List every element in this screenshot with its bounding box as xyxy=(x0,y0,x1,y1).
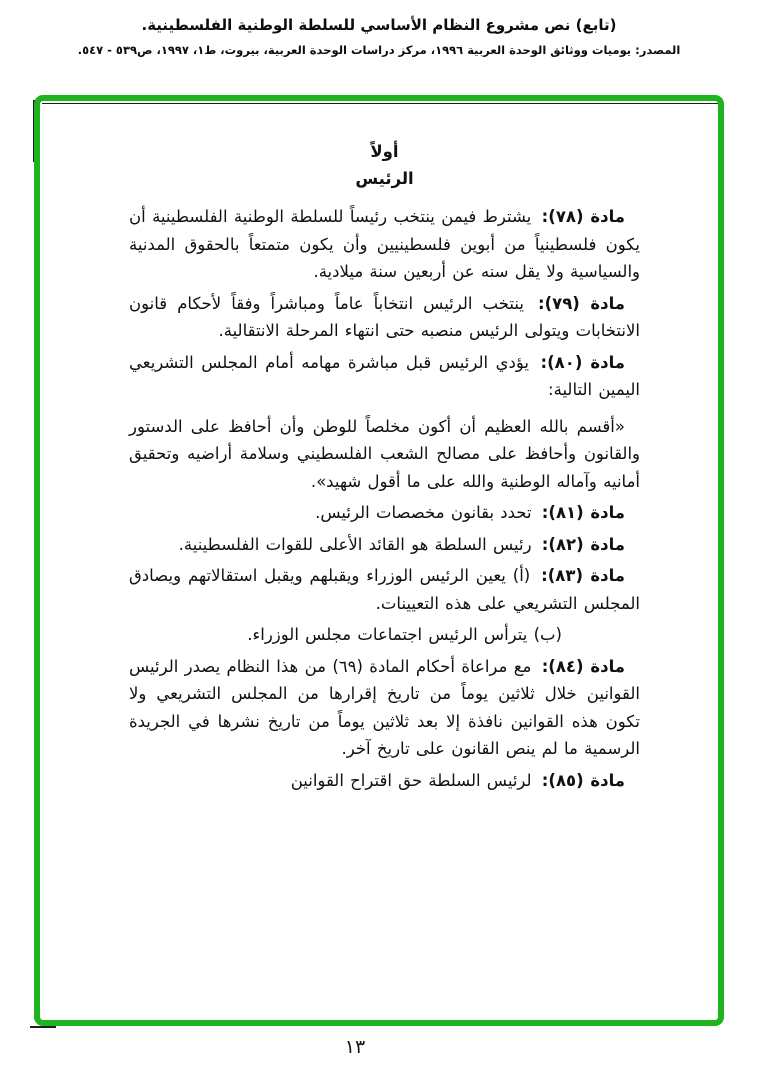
article-label: مادة (٨١): xyxy=(541,503,625,522)
article-subitem: (ب) يترأس الرئيس اجتماعات مجلس الوزراء. xyxy=(247,625,562,644)
article-label: مادة (٨٥): xyxy=(541,770,625,790)
document-title: (تابع) نص مشروع النظام الأساسي للسلطة الوطنية الفلسطينية. xyxy=(141,16,617,34)
scan-frame-line-bottom xyxy=(30,1026,56,1028)
article-paragraph: مادة (٨١): تحدد بقانون مخصصات الرئيس. xyxy=(315,503,625,522)
article-label: مادة (٨٤): xyxy=(541,656,626,676)
document-body xyxy=(129,138,640,798)
article-paragraph: مادة (٧٩): ينتخب الرئيس انتخاباً عاماً ومباشراً وفقاً لأحكام قانون الانتخابات ويتولى الرئيس منصبه حتى انتهاء المرحلة الانتقالية. xyxy=(129,293,640,340)
article-paragraph: مادة (٨٣): (أ) يعين الرئيس الوزراء ويقبلهم ويقبل استقالاتهم ويصادق المجلس التشريعي على هذه التعيينات. xyxy=(129,566,640,613)
article-paragraph: مادة (٨٠): يؤدي الرئيس قبل مباشرة مهامه أمام المجلس التشريعي اليمين التالية: xyxy=(129,352,640,399)
article-paragraph: مادة (٧٨): يشترط فيمن ينتخب رئيساً للسلطة الوطنية الفلسطينية أن يكون فلسطينياً من أبوين فلسطينيين وأن يكون متمتعاً بالحقوق المدنية والسياسية ولا يقل سنه عن أربعين سنة ميلادية. xyxy=(129,207,640,281)
article-paragraph: مادة (٨٥): لرئيس السلطة حق اقتراح القوانين xyxy=(290,770,625,790)
article-label: مادة (٨٣): xyxy=(541,566,626,585)
article-label: مادة (٨٢): xyxy=(541,534,625,554)
oath-paragraph: «أقسم بالله العظيم أن أكون مخلصاً للوطن وأن أحافظ على الدستور والقانون وأحافظ على مصالح الشعب الفلسطيني وسلامة أراضيه وتحقيق أمانيه وآماله الوطنية والله على ما أقول شهيد». xyxy=(129,416,640,491)
page-number: ١٣ xyxy=(344,1036,366,1058)
article-paragraph: مادة (٨٢): رئيس السلطة هو القائد الأعلى للقوات الفلسطينية. xyxy=(178,534,625,554)
article-label: مادة (٧٩): xyxy=(538,293,626,313)
article-paragraph: مادة (٨٤): مع مراعاة أحكام المادة (٦٩) من هذا النظام يصدر الرئيس القوانين خلال ثلاثين يوماً من تاريخ إقرارها من المجلس التشريعي ولا تكون هذه القوانين نافذة إلا بعد ثلاثين يوماً من تاريخ نشرها في الجريدة الرسمية ما لم ينص القانون على تاريخ آخر. xyxy=(129,656,640,758)
source-citation: المصدر: يوميات ووثائق الوحدة العربية ١٩٩٦، مركز دراسات الوحدة العربية، بيروت، ط١، ١٩٩٧، ص٥٣٩ - ٥٤٧. xyxy=(77,43,681,57)
page-header xyxy=(0,16,758,57)
section-subheading: الرئيس xyxy=(355,169,414,188)
section-heading: أولاً xyxy=(370,142,399,161)
article-label: مادة (٧٨): xyxy=(541,207,626,226)
article-list xyxy=(129,203,640,794)
article-label: مادة (٨٠): xyxy=(540,352,625,372)
